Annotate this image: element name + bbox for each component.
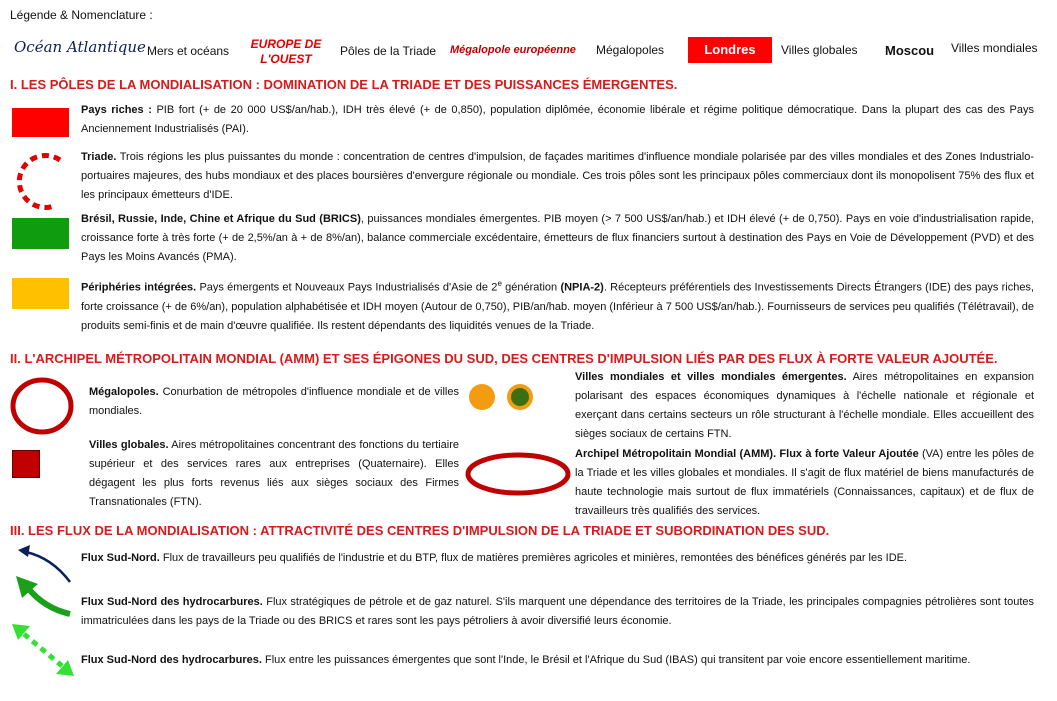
ibas-flow-text: [81, 651, 1034, 670]
triad-head: Triade.: [81, 151, 117, 163]
triad-pole-sample-line1: EUROPE DE: [250, 37, 322, 51]
megalopolis-ring-icon: [8, 375, 76, 437]
world-cities-head: Villes mondiales et villes mondiales émergentes.: [575, 371, 847, 383]
ibas-flow-head: Flux Sud-Nord des hydrocarbures.: [81, 654, 262, 666]
section1-title: I. LES PÔLES DE LA MONDIALISATION : DOMINATION DE LA TRIADE ET DES PUISSANCES ÉMERGENTES.: [10, 77, 678, 92]
rich-countries-swatch: [12, 108, 69, 137]
amm-head: Archipel Métropolitain Mondial (AMM). Flux à forte Valeur Ajoutée: [575, 448, 919, 460]
brics-head: Brésil, Russie, Inde, Chine et Afrique du Sud (BRICS): [81, 213, 361, 225]
global-city-square-icon: [12, 450, 40, 478]
periphery-npia: (NPIA-2): [560, 281, 604, 294]
hydrocarbon-flow-head: Flux Sud-Nord des hydrocarbures.: [81, 596, 263, 608]
world-city-label: Villes mondiales: [951, 41, 1038, 55]
ibas-flow-desc: Flux entre les puissances émergentes que sont l'Inde, le Brésil et l'Afrique du Sud (IBAS) qui transitent par voie encore essentiellement maritime.: [264, 654, 971, 666]
periphery-text: [81, 274, 1034, 336]
amm-desc: (VA) entre les pôles de la Triade et les villes globales et mondiales. Il s'agit de flux matériel de biens manufacturés de haute technologie mais surtout de flux immatériels (Connaissances, capitaux) et de flux de travailleurs très qualifiés des services.: [575, 448, 1034, 515]
ocean-sample: Océan Atlantique: [14, 38, 146, 56]
ibas-flow-dashed-arrow-icon: [8, 620, 78, 680]
periphery-desc3: . Récepteurs préférentiels des Investissements Directs Étrangers (IDE) des pays riches, forte croissance (+ de 6%/an), population alphabétisée et IDH moyen (Autour de 0,750), PIB/an/hab. moyen (Inférieur à 7 500 US$/an/hab.). Fournisseurs de services peu qualifiés (Télétravail), de produits semi-finis et de main d'œuvre qualifiée. Ils restent dépendants des liquidités venues de la Triade.: [81, 281, 1034, 332]
global-city-label: Villes globales: [781, 43, 858, 57]
brics-text: [81, 210, 1034, 267]
section2-title: II. L'ARCHIPEL MÉTROPOLITAIN MONDIAL (AMM) ET SES ÉPIGONES DU SUD, DES CENTRES D'IMPULSION LIÉS PAR DES FLUX À FORTE VALEUR AJOUTÉE.: [10, 351, 998, 366]
hydrocarbon-flow-text: [81, 593, 1034, 631]
periphery-swatch: [12, 278, 69, 309]
world-city-dots-icon: [466, 383, 542, 413]
global-city-sample: Londres: [688, 37, 772, 63]
periphery-sup: e: [497, 279, 502, 288]
global-cities-desc: Aires métropolitaines concentrant des fonctions du tertiaire supérieur et des services rares aux entreprises (Quaternaire). Elles dégagent les plus forts revenus liés aux sièges sociaux des Firmes Transnationales (FTN).: [89, 439, 459, 508]
triad-text: [81, 148, 1034, 205]
periphery-head: Périphéries intégrées.: [81, 281, 197, 294]
triad-pole-sample: [241, 37, 331, 67]
hydrocarbon-flow-arrow-icon: [10, 572, 76, 618]
rich-countries-text: [81, 101, 1034, 139]
brics-swatch: [12, 218, 69, 249]
periphery-desc1: Pays émergents et Nouveaux Pays Industrialisés d'Asie de 2: [199, 281, 498, 294]
megalopolis-sample: Mégalopole européenne: [450, 44, 576, 56]
world-cities-desc: Aires métropolitaines en expansion polarisant des espaces économiques dynamiques à l'échelle nationale et régionale et exerçant dans certains secteurs un rôle structurant à l'échelle mondiale. Elles accueillent des sièges sociaux de certains FTN.: [575, 371, 1034, 440]
triad-pole-label: Pôles de la Triade: [340, 44, 437, 58]
ocean-label: Mers et océans: [147, 44, 230, 58]
brics-desc: , puissances mondiales émergentes. PIB moyen (> 7 500 US$/an/hab.) et IDH élevé (+ de 0,750). Pays en voie d'industrialisation rapide, croissance forte à très forte (+ de 2,5%/an à + de 8%/an), balance commerciale excédentaire, émetteurs de flux financiers surtout à destination des Pays en Voie de Développement (PVD) et des Pays les Moins Avancés (PMA).: [81, 213, 1035, 263]
south-north-flow-desc: Flux de travailleurs peu qualifiés de l'industrie et du BTP, flux de matières premières agricoles et minières, remontées des bénéfices générés par les IDE.: [162, 552, 908, 564]
amm-ellipse-icon: [463, 450, 573, 498]
hydrocarbon-flow-desc: Flux stratégiques de pétrole et de gaz naturel. S'ils marquent une dépendance des territoires de la Triade, les principales compagnies pétrolières sont toutes immatriculées dans les pays de la Triade ou des BRICS et rares sont les pays pétroliers à avoir diversifié leurs économie.: [81, 596, 1034, 627]
periphery-desc2: génération: [501, 281, 561, 294]
triad-pole-sample-line2: L'OUEST: [260, 52, 312, 66]
section3-title: III. LES FLUX DE LA MONDIALISATION : ATTRACTIVITÉ DES CENTRES D'IMPULSION DE LA TRIADE ET SUBORDINATION DES SUD.: [10, 523, 830, 538]
megalopolis-label: Mégalopoles: [596, 43, 665, 57]
megalopolis-text: [89, 383, 459, 421]
megalopolis-head: Mégalopoles.: [89, 386, 159, 398]
megalopolis-desc: Conurbation de métropoles d'influence mondiale et de villes mondiales.: [89, 386, 459, 417]
legend-title: Légende & Nomenclature :: [10, 8, 153, 22]
global-cities-text: [89, 436, 459, 512]
south-north-flow-text: [81, 549, 1034, 568]
amm-text: [575, 445, 1034, 515]
south-north-flow-head: Flux Sud-Nord.: [81, 552, 160, 564]
triad-desc: Trois régions les plus puissantes du monde : concentration de centres d'impulsion, de façades maritimes d'influence mondiale polarisée par des villes mondiales et des Zones Industrialo-portuaires majeures, des hubs mondiaux et des places boursières d'envergure régionale ou mondiale. Ces trois pôles sont les principaux pôles commerciaux dont ils monopolisent 75% des flux et les principaux émetteurs d'IDE.: [81, 151, 1034, 201]
world-city-sample: Moscou: [885, 43, 935, 58]
world-cities-text: [575, 368, 1034, 444]
global-cities-head: Villes globales.: [89, 439, 169, 451]
rich-countries-desc: PIB fort (+ de 20 000 US$/an/hab.), IDH très élevé (+ de 0,850), population diplômée, économie libérale et régime politique démocratique. Dans la plupart des cas des Pays Anciennement Industrialisés (PAI).: [81, 104, 1034, 135]
rich-countries-head: Pays riches :: [81, 104, 152, 116]
triad-dashed-circle-icon: [2, 150, 66, 214]
